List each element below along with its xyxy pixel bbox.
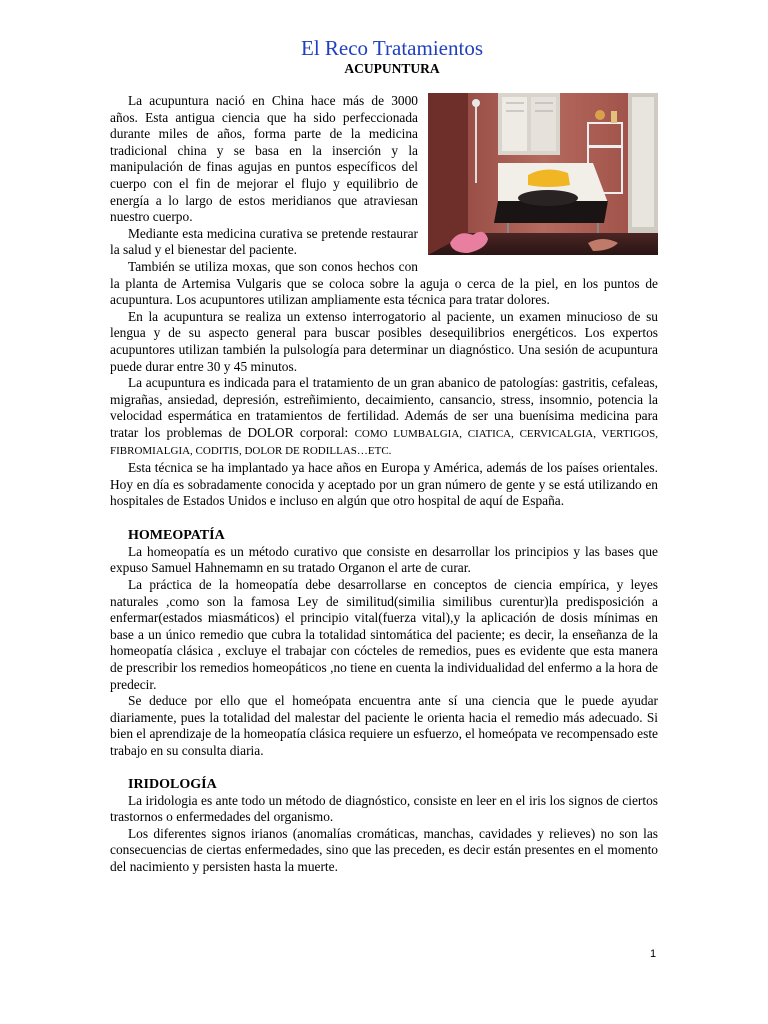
section-heading-homeopatia: HOMEOPATÍA [128, 527, 225, 543]
section-title-acupuntura: ACUPUNTURA [344, 61, 440, 76]
paragraph: En la acupuntura se realiza un extenso interrogatorio al paciente, un examen minucioso de su lengua y de su aspecto general para buscar posibles desequilibrios energéticos. Los expertos acupuntores utilizan también la pulsología para determinar un diagnóstico. Una sesión de acupuntura puede durar entre 30 y 45 minutos. [110, 308, 658, 374]
paragraph: La práctica de la homeopatía debe desarrollarse en conceptos de ciencia empírica, y leyes naturales ,como son la famosa Ley de similitud(similia similibus curentur)la predisposición a enfermar(estados miasmáticos) el principio vital(fuerza vital),y la aplicación de dosis mínimas en base a un único remedio que cubra la totalidad sintomática del paciente; es decir, la enseñanza de la homeopatía clásica , excluye el trabajar con cócteles de remedios, pues es evidente que esta manera de prescribir los remedios homeopáticos ,no tiene en cuenta la individualidad del enfermo a la hora de predecir. [110, 577, 658, 692]
paragraph: La homeopatía es un método curativo que consiste en desarrollar los principios y las bases que expuso Samuel Hahnemamn en su tratado Organon el arte de curar. [110, 543, 658, 576]
section-heading-iridologia: IRIDOLOGÍA [128, 776, 217, 792]
paragraph: Se deduce por ello que el homeópata encuentra ante sí una ciencia que le puede ayudar diariamente, pues la totalidad del malestar del paciente le orienta hacia el remedio más adecuado. Si bien el aprendizaje de la homeopatía clásica requiere un esfuerzo, el homeópata ve recompensado este trabajo en su consulta diaria. [110, 693, 658, 758]
treatment-room-photo [428, 93, 658, 255]
paragraph: La iridologia es ante todo un método de diagnóstico, consiste en leer en el iris los signos de ciertos trastornos o enfermedades del organismo. [110, 792, 658, 825]
treatment-room-illustration [428, 93, 658, 255]
page-number: 1 [650, 948, 657, 960]
paragraph: Mediante esta medicina curativa se pretende restaurar la salud y el bienestar del paciente. [110, 225, 418, 258]
pain-conditions-list: COMO LUMBALGIA, CIATICA, CERVICALGIA, VERTIGOS, FIBROMIALGIA, CODITIS, DOLOR DE RODILLAS…ETC. [110, 427, 658, 458]
page-title: El Reco Tratamientos [301, 36, 483, 60]
indications-text: La acupuntura es indicada para el tratamiento de un gran abanico de patologías: gastritis, cefaleas, migrañas, ansiedad, depresión, estreñimiento, decaimiento, cansancio, stress, insomnio, potencia la velocidad espermática en tratamientos de fertilidad. Además de ser una buenísima medicina para tratar los problemas de DOLOR corporal: [110, 375, 658, 440]
paragraph: La acupuntura nació en China hace más de 3000 años. Esta antigua ciencia que ha sido perfeccionada durante miles de años, forma parte de la medicina tradicional china y se basa en la inserción y la manipulación de finas agujas en puntos específicos del cuerpo con el fin de mejorar el flujo y equilibrio de energía a lo largo de estos meridianos que atraviesan nuestro cuerpo. [110, 93, 418, 225]
paragraph: Los diferentes signos irianos (anomalías cromáticas, manchas, cavidades y relieves) no son las consecuencias de ciertas enfermedades, sino que las preceden, es decir están presentes en el momento del nacimiento y persisten hasta la muerte. [110, 825, 658, 874]
document-body [110, 93, 658, 876]
paragraph-indications [110, 375, 658, 460]
paragraph: Esta técnica se ha implantado ya hace años en Europa y América, además de los países orientales. Hoy en día es sobradamente conocida y aceptado por un gran número de gente y se está utilizando en hospitales de Estados Unidos e incluso en algún que otro hospital de aquí de España. [110, 460, 658, 509]
paragraph: También se utiliza moxas, que son conos hechos con la planta de Artemisa Vulgaris que se coloca sobre la aguja o cerca de la piel, en los puntos de acupuntura. Los acupuntores utilizan ampliamente esta técnica para tratar dolores. [110, 258, 658, 308]
